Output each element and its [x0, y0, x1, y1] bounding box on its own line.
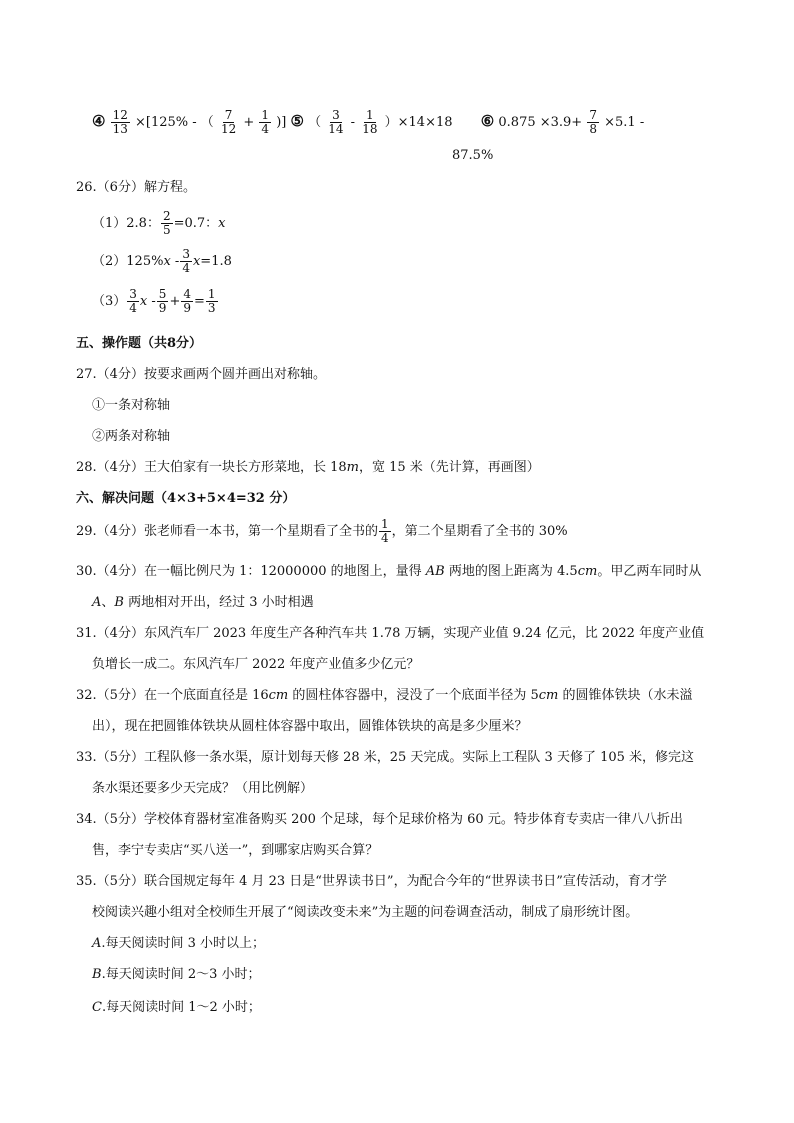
problem-34-line-2: 售，李宁专卖店“买八送一”，到哪家店购买合算？ — [92, 843, 379, 858]
fraction-3-14: $\frac{3}{14}$ — [328, 108, 344, 136]
section-6-title: 六、解决问题（4×3+5×4=32 分） — [76, 491, 296, 506]
problem-27-heading: 27.（4分）按要求画两个圆并画出对称轴。 — [76, 367, 326, 382]
expr-text: ×[125% - （ — [135, 115, 214, 130]
eq-text: - — [147, 294, 156, 309]
fraction-1-3: $\frac{1}{3}$ — [207, 287, 216, 315]
problem-30-line-2 — [92, 595, 314, 611]
problem-35-option-b — [92, 967, 261, 983]
option-text: .每天阅读时间 2～3 小时； — [101, 967, 261, 982]
eq-text: （3） — [92, 294, 127, 309]
expr-text: )] — [276, 115, 287, 130]
eq-text: = — [193, 294, 205, 309]
label-ab: AB — [425, 564, 445, 579]
option-text: .每天阅读时间 3 小时以上； — [101, 936, 266, 951]
problem-26-heading: 26.（6分）解方程。 — [76, 180, 196, 195]
variable-x: x — [139, 294, 148, 309]
circle-number-6: ⑥ — [480, 112, 495, 130]
problem-28 — [76, 460, 540, 476]
section-5-title: 五、操作题（共8分） — [76, 336, 203, 351]
equation-1 — [92, 208, 226, 240]
problem-35-line-2: 校阅读兴趣小组对全校师生开展了“阅读改变未来”为主题的问卷调查活动，制成了扇形统计图。 — [92, 905, 639, 920]
option-text: .每天阅读时间 1～2 小时； — [101, 1000, 261, 1015]
problem-32-line-1 — [76, 688, 693, 704]
option-letter: A — [92, 936, 102, 951]
fraction-3-4: $\frac{3}{4}$ — [182, 247, 190, 275]
expr-text: 0.875 ×3.9+ — [498, 115, 583, 130]
variable-x: x — [218, 216, 226, 231]
fraction-2-5: $\frac{2}{5}$ — [162, 209, 171, 237]
unit-cm: cm — [268, 688, 289, 703]
text: 30.（4分）在一幅比例尺为 1：12000000 的地图上，量得 — [76, 564, 426, 579]
expr-text: ×5.1 - — [604, 115, 645, 130]
problem-34-line-1: 34.（5分）学校体育器材室准备购买 200 个足球，每个足球价格为 60 元。特步体育专卖店一律八八折出 — [76, 812, 683, 827]
unit-cm: cm — [538, 688, 559, 703]
text: 。甲乙两车同时从 — [597, 564, 702, 579]
text: 的圆柱体容器中，浸没了一个底面半径为 5 — [288, 688, 539, 703]
fraction-5-9: $\frac{5}{9}$ — [158, 287, 167, 315]
text: 32.（5分）在一个底面直径是 16 — [76, 688, 269, 703]
eq-text: + — [169, 294, 181, 309]
label-a: A — [92, 595, 102, 610]
problem-29 — [76, 516, 568, 548]
problem-31-line-2: 负增长一成二。东风汽车厂 2022 年度产业值多少亿元？ — [92, 657, 420, 672]
text: 28.（4分）王大伯家有一块长方形菜地，长 18 — [76, 460, 347, 475]
fraction-12-13: $\frac{12}{13}$ — [112, 108, 128, 136]
text: ，第二个星期看了全书的 30% — [391, 524, 568, 539]
unit-m: m — [346, 460, 359, 475]
problem-31-line-1: 31.（4分）东风汽车厂 2023 年度生产各种汽车共 1.78 万辆，实现产业值 9.24 亿元，比 2022 年度产业值 — [76, 626, 705, 641]
eq-text: - — [170, 254, 180, 269]
expr-text: ）×14×18 — [384, 115, 453, 130]
label-b: B — [114, 595, 124, 610]
problem-33-line-2: 条水渠还要多少天完成？（用比例解） — [92, 781, 314, 796]
circle-number-4: ④ — [92, 112, 106, 130]
problem-35-option-c — [92, 1000, 261, 1016]
eq-text: （1）2.8： — [92, 216, 160, 231]
fraction-7-12: $\frac{7}{12}$ — [220, 108, 237, 136]
problem-25-line — [92, 104, 644, 138]
problem-30-line-1 — [76, 564, 701, 580]
text: ，宽 15 米（先计算，再画图） — [358, 460, 540, 475]
eq-text: =0.7： — [173, 216, 219, 231]
text: 的圆锥体铁块（水未溢 — [558, 688, 693, 703]
problem-35-line-1: 35.（5分）联合国规定每年 4 月 23 日是“世界读书日”，为配合今年的“世界读书日”宣传活动，育才学 — [76, 874, 667, 889]
problem-35-option-a — [92, 936, 265, 952]
fraction-7-8: $\frac{7}{8}$ — [589, 108, 597, 136]
problem-32-line-2: 出），现在把圆锥体铁块从圆柱体容器中取出，圆锥体铁块的高是多少厘米？ — [92, 719, 528, 734]
variable-x: x — [163, 254, 171, 269]
eq-text: （2）125% — [92, 254, 164, 269]
option-letter: B — [92, 967, 102, 982]
text: 、 — [101, 595, 115, 610]
fraction-4-9: $\frac{4}{9}$ — [183, 287, 191, 315]
fraction-1-4: $\frac{1}{4}$ — [380, 517, 389, 545]
circle-number-5: ⑤ — [290, 112, 304, 130]
text: 两地相对开出，经过 3 小时相遇 — [123, 595, 314, 610]
expr-text: - — [350, 115, 356, 130]
problem-25-continuation: 87.5% — [452, 148, 494, 163]
problem-33-line-1: 33.（5分）工程队修一条水渠，原计划每天修 28 米，25 天完成。实际上工程队 3 天修了 105 米，修完这 — [76, 750, 695, 765]
fraction-3-4: $\frac{3}{4}$ — [129, 287, 137, 315]
expr-text: （ — [308, 115, 322, 130]
equation-3 — [92, 286, 219, 318]
option-letter: C — [92, 1000, 102, 1015]
expr-text: + — [243, 115, 255, 130]
problem-27-sub-2: ②两条对称轴 — [92, 429, 171, 444]
eq-text: =1.8 — [200, 254, 232, 269]
text: 29.（4分）张老师看一本书，第一个星期看了全书的 — [76, 524, 378, 539]
fraction-1-4: $\frac{1}{4}$ — [261, 108, 270, 136]
problem-27-sub-1: ①一条对称轴 — [92, 398, 171, 413]
fraction-1-18: $\frac{1}{18}$ — [362, 108, 378, 136]
unit-cm: cm — [577, 564, 598, 579]
variable-x: x — [192, 254, 201, 269]
text: 两地的图上距离为 4.5 — [444, 564, 578, 579]
equation-2 — [92, 246, 232, 278]
